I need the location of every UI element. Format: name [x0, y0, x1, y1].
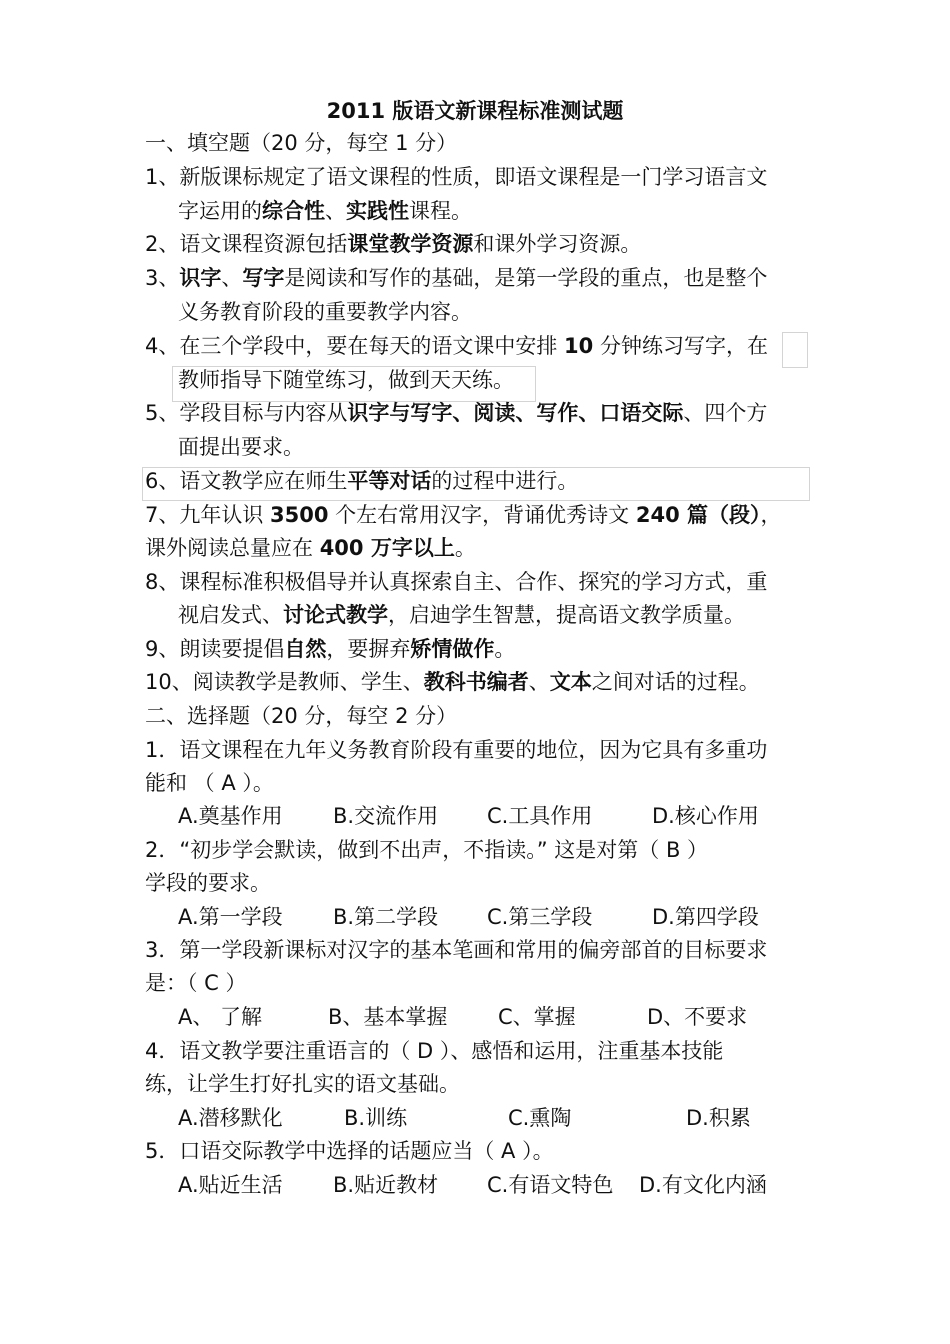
- answer-text: 综合性: [262, 199, 325, 223]
- answer-text: 写字: [242, 266, 285, 290]
- fill-q4-line1: 4、在三个学段中，要在每天的语文课中安排 10 分钟练习写字，在: [145, 334, 768, 358]
- fill-q4-line2: 教师指导下随堂练习，做到天天练。: [178, 368, 514, 392]
- section-2-heading: 二、选择题（20 分，每空 2 分）: [145, 704, 458, 728]
- choice-q5-line1: 5．口语交际教学中选择的话题应当（ A ）。: [145, 1139, 554, 1163]
- fill-q3-line2: 义务教育阶段的重要教学内容。: [178, 300, 472, 324]
- option-d: D.第四学段: [652, 905, 759, 929]
- option-a: A.潜移默化: [178, 1106, 283, 1130]
- answer-text: 矫情做作: [410, 637, 495, 661]
- answer-text: 课堂教学资源: [347, 232, 474, 256]
- fill-q5-line2: 面提出要求。: [178, 435, 304, 459]
- answer-text: 文本: [549, 670, 592, 694]
- option-c: C.第三学段: [487, 905, 593, 929]
- choice-q3-line2: 是：（ C ）: [145, 971, 247, 995]
- choice-q3-line1: 3．第一学段新课标对汉字的基本笔画和常用的偏旁部首的目标要求: [145, 938, 768, 962]
- option-a: A.第一学段: [178, 905, 283, 929]
- option-c: C.有语文特色: [487, 1173, 614, 1197]
- choice-q1-line1: 1．语文课程在九年义务教育阶段有重要的地位，因为它具有多重功: [145, 738, 768, 762]
- fill-q10: 10、阅读教学是教师、学生、教科书编者、文本之间对话的过程。: [145, 670, 760, 694]
- choice-q1-line2: 能和 （ A ）。: [145, 771, 274, 795]
- option-a: A.奠基作用: [178, 804, 283, 828]
- answer-text: 识字与写字、阅读、写作、口语交际: [347, 401, 684, 425]
- option-c: C.工具作用: [487, 804, 593, 828]
- fill-q9: 9、朗读要提倡自然，要摒弃矫情做作。: [145, 637, 516, 661]
- fill-q8-line1: 8、课程标准积极倡导并认真探索自主、合作、探究的学习方式，重: [145, 570, 768, 594]
- page-title: 2011 版语文新课程标准测试题: [326, 99, 624, 123]
- choice-q2-line1: 2．“初步学会默读，做到不出声，不指读。” 这是对第（ B ）: [145, 838, 709, 862]
- answer-text: 3500: [270, 503, 329, 527]
- answer-text: 实践性: [346, 199, 409, 223]
- choice-q2-line2: 学段的要求。: [145, 871, 271, 895]
- option-d: D、不要求: [647, 1005, 748, 1029]
- option-b: B.第二学段: [333, 905, 439, 929]
- option-d: D.核心作用: [652, 804, 759, 828]
- fill-q7-line2: 课外阅读总量应在 400 万字以上。: [145, 536, 476, 560]
- option-b: B.交流作用: [333, 804, 439, 828]
- option-a: A.贴近生活: [178, 1173, 283, 1197]
- fill-q1-line1: 1、新版课标规定了语文课程的性质，即语文课程是一门学习语言文: [145, 165, 768, 189]
- answer-text: 讨论式教学: [283, 603, 388, 627]
- choice-q4-line1: 4．语文教学要注重语言的（ D ）、感悟和运用，注重基本技能: [145, 1039, 724, 1063]
- option-b: B.训练: [344, 1106, 408, 1130]
- choice-q4-line2: 练，让学生打好扎实的语文基础。: [145, 1072, 460, 1096]
- answer-text: 教科书编者: [423, 670, 529, 694]
- answer-text: 识字: [179, 266, 222, 290]
- option-b: B.贴近教材: [333, 1173, 439, 1197]
- option-c: C.熏陶: [508, 1106, 572, 1130]
- section-1-heading: 一、填空题（20 分，每空 1 分）: [145, 131, 458, 155]
- answer-text: 10: [564, 334, 594, 358]
- fill-q7-line1: 7、九年认识 3500 个左右常用汉字，背诵优秀诗文 240 篇（段），: [145, 503, 782, 527]
- fill-q3-line1: 3、识字、写字是阅读和写作的基础，是第一学段的重点，也是整个: [145, 266, 768, 290]
- option-d: D.有文化内涵: [639, 1173, 767, 1197]
- fill-q1-line2: 字运用的综合性、实践性课程。: [178, 199, 472, 223]
- answer-text: 平等对话: [347, 469, 432, 493]
- answer-text: 240 篇（段）: [635, 503, 761, 527]
- faint-box: [782, 332, 808, 368]
- option-c: C、掌握: [498, 1005, 576, 1029]
- fill-q6: 6、语文教学应在师生平等对话的过程中进行。: [145, 469, 579, 493]
- fill-q2: 2、语文课程资源包括课堂教学资源和课外学习资源。: [145, 232, 642, 256]
- answer-text: 400 万字以上: [319, 536, 455, 560]
- answer-text: 自然: [284, 637, 327, 661]
- option-d: D.积累: [686, 1106, 751, 1130]
- option-b: B、基本掌握: [328, 1005, 448, 1029]
- fill-q8-line2: 视启发式、讨论式教学，启迪学生智慧，提高语文教学质量。: [178, 603, 745, 627]
- fill-q5-line1: 5、学段目标与内容从识字与写字、阅读、写作、口语交际、四个方: [145, 401, 768, 425]
- option-a: A、 了解: [178, 1005, 263, 1029]
